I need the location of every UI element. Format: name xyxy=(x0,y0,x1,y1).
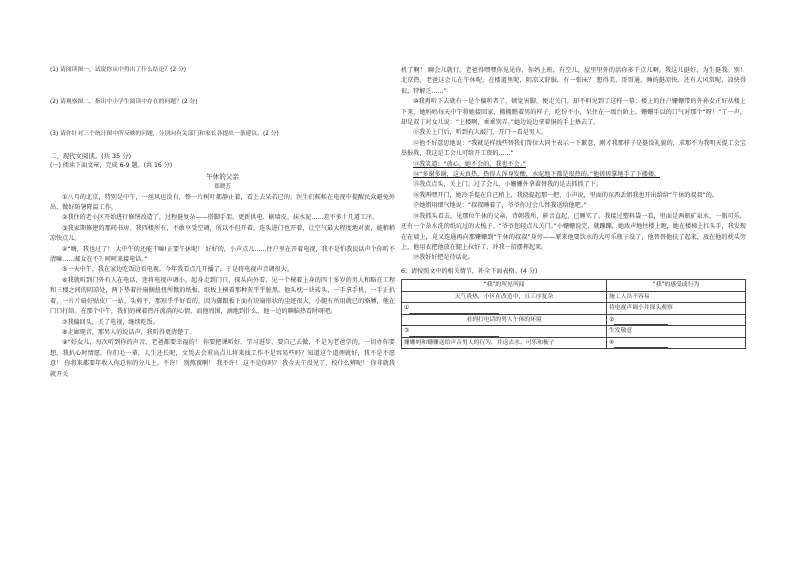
question-3: (3) 请你针对三个统计图中所反映的问题，分别向有关部门和家长各提出一条建议。(2 分) xyxy=(50,131,279,137)
table-cell: 施工人员不容易 xyxy=(607,291,746,303)
paragraph-17: ⑰她姐用细气地说：“叔叔睡着了，爷爷你过会儿替我送给他吧。” xyxy=(413,202,587,210)
paragraph-10: ⑩我再听下去就有一是个偏听者了，顿觉害脚，便走关门，却不料见到了这样一幕：楼上的住户姗姗带的外孙女正好从楼上下来，她妈妈每天中午将她接回家，搬搬瞧着男的样子，吃份不小，呆住在一级台阶上。姗姗手以的口气对那个“呀！”了一声，却是双丁对女儿说：“上楼啊，乖乖别弄。”她边说边拿着铜的手上捂去了。 xyxy=(401,98,746,127)
paragraph-7: ⑦我偏回头，关了电视，继续吃饭。 xyxy=(62,318,159,326)
table-header: “我”的感受或行为 xyxy=(607,280,746,292)
paragraph-9: ⑨“好女儿，每次听到你的声音，老爸都要幸福的！ 你要把课听好，学习进步，要自己去做，不是为老爸学的。一切办你要想，我扒心时情愿。你们毛一辈，人生还长呢，文凭去会重高点儿将来找工作不是容易些吗？知道这个道理就好，我不是不愿意！ 你将来都要年收入你总你的分儿上。不许！ 别熬夜啊！ 我不许！ 这不是你吗？ 我今天午没见了，校什么辨呢！ 你非就我就开关 xyxy=(50,339,395,378)
left-column xyxy=(50,66,395,380)
paragraph-6: ⑥我就听到门外有人在电话，迷将电视声调小，起身走到门口，探头向外看，见一个裸着上身的四十多岁的男人和略在工程和三楼之间的阴凉处，两下垫着扑扇捆扭扭所掀的纸板，纸板上横着那种灰乎乎脏黑。他头枕一块砖头，一手拿手机，一手正扒着，一片片扇好贴皮厂一站，头剪平，那短乎乎好看的。因为脚跟板下面有块扇形状的尘迹很大，小腿有所用就已的胳膊，他在门口打给。在那个中午，我们的裸着热汗流淌的心情，而他周围，滴地到什么，他一边的聊脑热看时呀吧。 xyxy=(50,276,395,316)
blank-label: ① xyxy=(404,305,410,312)
paragraph-4: ④“嗨，我也过了！ 大中午的还能干嘛!正要午休呢！ 好好的，小声点儿……往户里在开着电视，我不是怕我说话声个你听不清嘛……邮女在不？呵呵来接电话。” xyxy=(50,245,395,264)
table-row xyxy=(402,314,746,326)
paragraph-14: ⑭“多谢多谢，这天真热，热得人浑身发酸，水泥地下都是很热的。”他搓搓掌地手了下搂搂。 xyxy=(413,171,661,179)
table-cell: 姗姗妈和姗姗送给声音男人的行为，并送去水、可乐和梳子 xyxy=(402,337,607,349)
section-heading: 二、现代文阅读。(共 35 分) xyxy=(50,152,132,160)
table-cell[interactable] xyxy=(402,326,607,338)
article-title: 午休的父亲 xyxy=(206,172,239,181)
paragraph-9-cont: 机了啊！ 聊会儿就行。老爸得嘿嘿你见见你，你妈上班，有空儿，屋里里外的活你多干点儿啊。我这儿挺好，为生挺我。别！ 北京热，老爸这会儿在午休呢，在楼道里呢，阴凉又舒服，有一张床？ 想得美，哥哥通，睡的挺凉快。还有大风常呢，凉快得很，特解乏……” xyxy=(401,67,746,95)
question-1: (1) 请阅读图一，试说你从中得出了什么结论？(2 分) xyxy=(50,67,187,73)
right-column xyxy=(401,66,746,349)
paragraph-11: ⑪我关上门后，听到有人敲门，开门一看是男人。 xyxy=(413,129,548,137)
blank-label: ② xyxy=(609,316,615,323)
table-row xyxy=(402,326,746,338)
answer-blank[interactable] xyxy=(614,341,668,348)
subsection-heading: (一) 阅读下面文章，完成 6-9 题。(共 16 分) xyxy=(50,162,173,170)
paragraph-18: ⑱我抓头看去，见那位午休的父亲，背朝我所，鼾音直起，已睡实了。我接过塑料袋一看，里面是两瓶矿泉水，一瓶可乐，还有一个杂水洗的纸坑过的大梳子。“爷爷您轻点儿关门。”小姗姗说完，就蹦蹦，她浓声地往楼上跑，她在楼梯上扛头手，我发现在在墙上，竟又连通再向那姗姗到“午休的叔叔”身旁——原来他要饮水的大可乐瓶子没了，他替替他扶了起来，放在他的枕头旁上，他用衣把他放在腿上拉好了，冲我一招摆挥起来。 xyxy=(401,212,746,251)
answer-blank[interactable] xyxy=(409,307,499,314)
answer-table xyxy=(401,279,746,349)
blank-label: ③ xyxy=(404,328,410,335)
table-cell: 生发敬意 xyxy=(607,326,746,338)
paragraph-5: ⑤一天中午，我在家边吃饭边看电视。今年我看点几开播了，于是将电视声音调很大。 xyxy=(62,266,293,274)
table-cell: 看到打电话的男人午休的环境 xyxy=(402,314,607,326)
task-6-prompt: 6、请按照文中的相关情节，补全下面表格。(4 分) xyxy=(401,267,538,275)
table-cell: 天气炎热，小区在改造中，且工序复杂 xyxy=(402,291,607,303)
table-header-row xyxy=(402,280,746,292)
answer-blank[interactable] xyxy=(614,318,668,325)
paragraph-13: ⑬我笑道：“放心，她不会的，我也不会。” xyxy=(413,160,526,168)
table-row xyxy=(402,337,746,349)
table-header: “我”的所见所闻 xyxy=(402,280,607,292)
article-author: 郑晓芳 xyxy=(214,184,231,191)
table-row xyxy=(402,291,746,303)
table-cell[interactable] xyxy=(402,303,607,315)
paragraph-15: ⑮我点点头，关上门。过了会儿，小姗姗外拿着替我的是去抓抓了下。 xyxy=(413,181,602,189)
table-cell: 将电视声调小并探头观察 xyxy=(607,303,746,315)
question-2: (2) 请观察图二，指出中小学生阅读中存在的问题？(2 分) xyxy=(50,99,198,105)
paragraph-8: ⑧走廊现音，那男人的说话声，我听得更清楚了。 xyxy=(62,328,196,336)
table-row xyxy=(402,303,746,315)
answer-blank[interactable] xyxy=(409,330,499,337)
paragraph-3: ③我家期修建的那间书房。我四楼所有，不敢享受空调，所以不但开着，连头进门也开着，让空气最大程度地对流，能稍稍凉快点儿。 xyxy=(50,224,395,243)
paragraph-19: ⑲我好好把是待话化。 xyxy=(413,254,474,262)
blank-label: ④ xyxy=(609,339,615,346)
table-cell[interactable] xyxy=(607,314,746,326)
paragraph-16: ⑯我两嘿开门，她冷手提在自己稍上，我挠提起那一把，小声说，里面的东西丢姐我也开出给给“午休的叔叔”的。 xyxy=(413,191,718,199)
paragraph-12: ⑫他不好意思地说：“我就是样找些替我们帮位大同主表示一下歉意，刚才我那样子是挺没礼貌的，求那不为我明天提工会宝举报我，我这是工会儿可给开工资的……” xyxy=(401,139,746,158)
paragraph-2: ②我住的老小区开始进行修缮改造了，过程挺复杂——搭脚手架、更新供电、刷墙皮、抹水泥……差不多十几道工序。 xyxy=(62,214,379,222)
table-cell[interactable] xyxy=(607,337,746,349)
paragraph-1: ①八月的北京，特别是中午，一丝风也没有，整一片树叶都静止着，看上去呆若已的。医生们候候在电视中提醒民众避免外出，做好防暑降温工作。 xyxy=(50,193,395,212)
